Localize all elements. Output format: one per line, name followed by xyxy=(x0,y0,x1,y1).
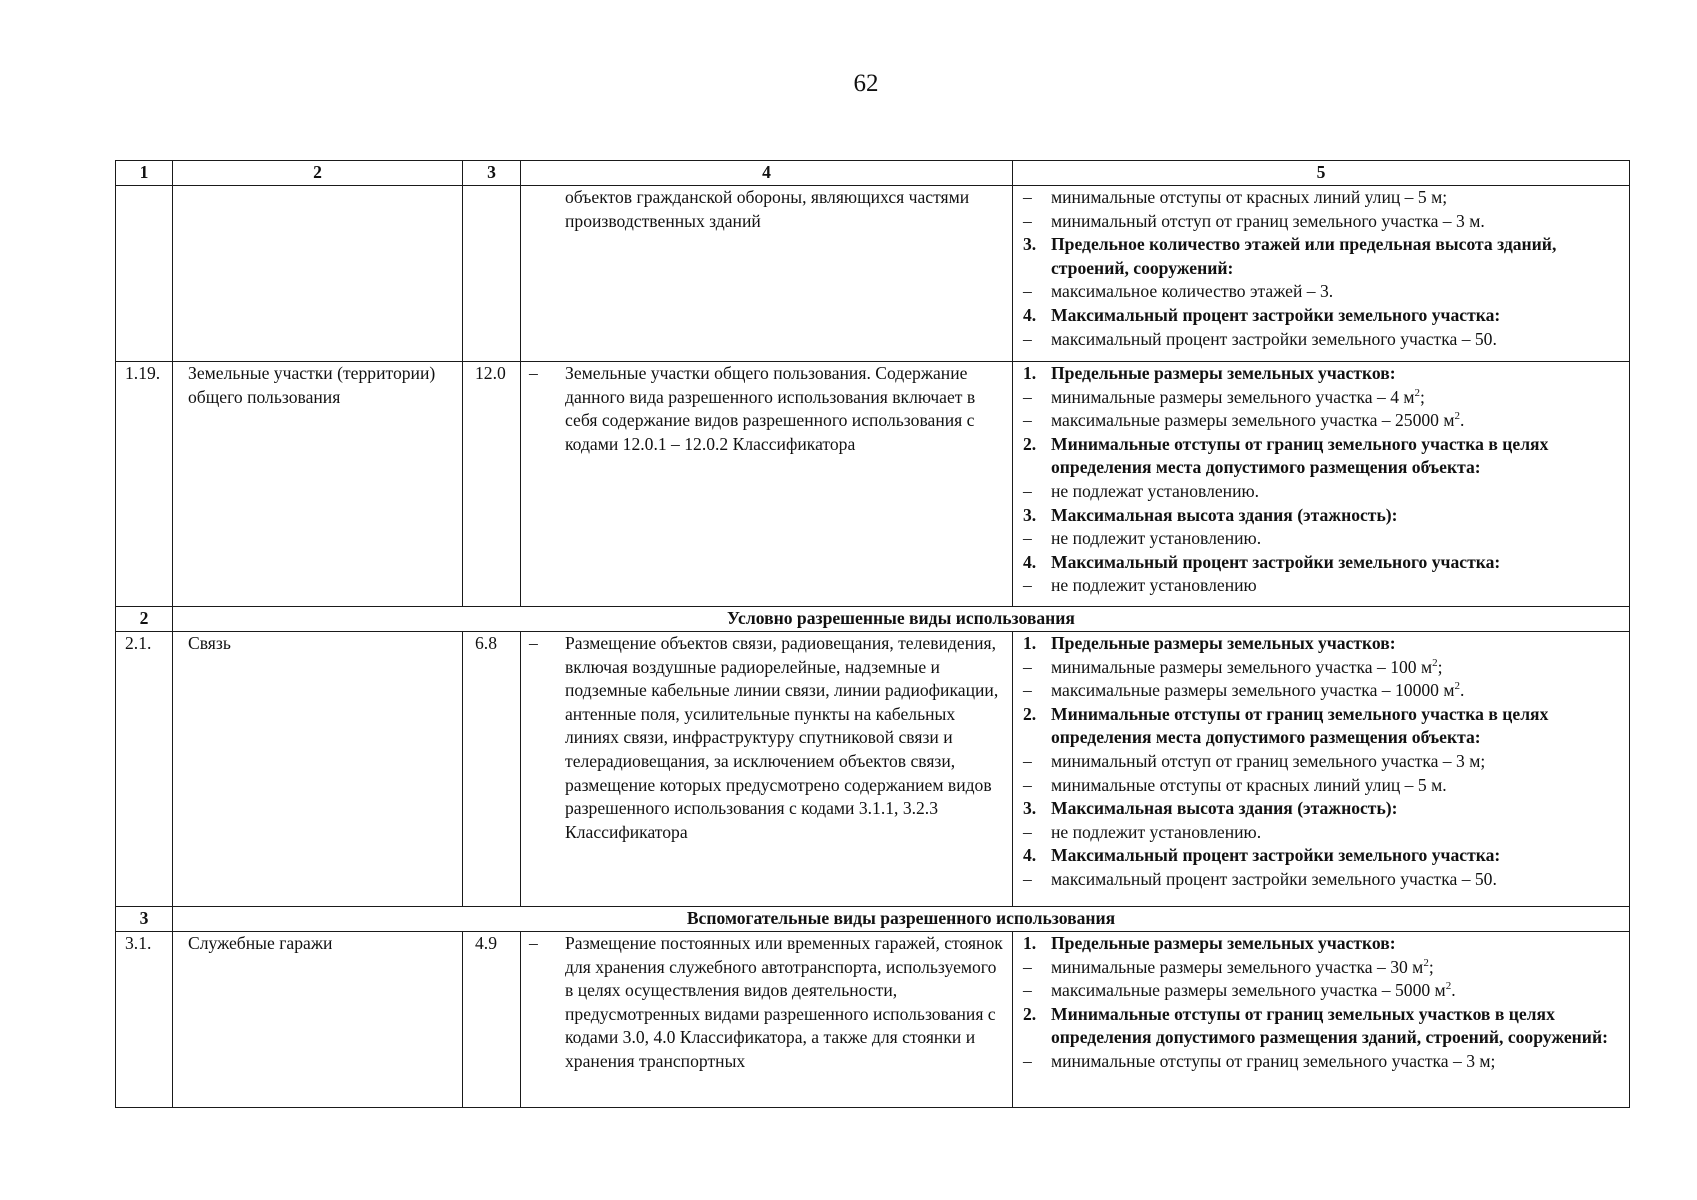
parameter-marker: – xyxy=(1023,187,1032,207)
use-code: 12.0 xyxy=(463,362,521,607)
parameter-marker: – xyxy=(1023,210,1032,231)
parameter-text xyxy=(1051,821,1625,845)
parameter-item xyxy=(1023,1050,1625,1074)
parameter-item xyxy=(1023,868,1625,892)
parameter-text-tail: . xyxy=(1451,980,1456,1001)
parameter-text xyxy=(1051,409,1625,433)
parameter-marker: 3. xyxy=(1023,504,1037,525)
parameter-text xyxy=(1051,186,1625,210)
parameter-text xyxy=(1051,574,1625,598)
col-header-5: 5 xyxy=(1013,161,1630,186)
parameter-heading xyxy=(1023,932,1625,956)
description-text: Размещение постоянных или временных гаражей, стоянок для хранения служебного автотранспорта, используемого в целях осуществления видов деятельности, предусмотренных видами разрешенного использования с кодами 3.0, 4.0 Классификатора, а также для стоянки и хранения транспортных xyxy=(565,933,1003,1071)
parameter-text xyxy=(1051,233,1625,280)
parameter-text-body: Предельные размеры земельных участков: xyxy=(1051,363,1396,383)
superscript-unit: 2 xyxy=(1454,680,1460,693)
table-row xyxy=(116,362,1630,607)
table-body xyxy=(116,186,1630,1108)
parameter-marker: 2. xyxy=(1023,1003,1037,1024)
table-row xyxy=(116,632,1630,907)
parameter-item xyxy=(1023,280,1625,304)
parameter-text xyxy=(1051,632,1625,656)
parameters-cell xyxy=(1013,186,1630,362)
parameter-text-body: минимальные отступы от границ земельного участка – 3 м; xyxy=(1051,1050,1496,1071)
superscript-unit: 2 xyxy=(1423,956,1429,969)
use-type-name: Связь xyxy=(173,632,463,907)
parameter-item xyxy=(1023,386,1625,410)
description-text: Земельные участки общего пользования. Содержание данного вида разрешенного использования включает в себя содержание видов разрешенного использования с кодами 12.0.1 – 12.0.2 Классификатора xyxy=(565,363,976,454)
parameter-heading xyxy=(1023,362,1625,386)
parameter-text xyxy=(1051,797,1625,821)
parameter-item xyxy=(1023,774,1625,798)
parameter-text xyxy=(1051,551,1625,575)
parameter-marker: – xyxy=(1023,980,1032,1001)
parameter-marker: 1. xyxy=(1023,933,1037,953)
superscript-unit: 2 xyxy=(1445,980,1452,993)
parameter-text-body: не подлежит установлению xyxy=(1051,575,1257,596)
parameter-text xyxy=(1051,328,1625,352)
parameter-text-body: Минимальные отступы от границ земельного участка в целях определения места допустимого размещения объекта: xyxy=(1051,703,1549,748)
parameter-heading xyxy=(1023,844,1625,868)
superscript-unit: 2 xyxy=(1454,410,1460,423)
parameter-text xyxy=(1051,480,1625,504)
parameter-text-body: минимальный отступ от границ земельного участка – 3 м; xyxy=(1051,750,1486,771)
parameter-text xyxy=(1051,527,1625,551)
parameter-text-tail: ; xyxy=(1428,956,1434,977)
parameter-text xyxy=(1051,703,1625,750)
parameter-marker: – xyxy=(1023,281,1032,302)
parameter-item xyxy=(1023,750,1625,774)
use-type-name xyxy=(173,186,463,362)
parameter-text xyxy=(1051,1050,1625,1074)
parameter-text-body: не подлежит установлению. xyxy=(1051,821,1262,842)
description-text: Размещение объектов связи, радиовещания, телевидения, включая воздушные радиорелейные, надземные и подземные кабельные линии связи, линии радиофикации, антенные поля, усилительные пункты на кабельных линиях связи, инфраструктуру спутниковой связи и телерадиовещания, за исключением объектов связи, размещение которых предусмотрено содержанием видов разрешенного использования с кодами 3.1.1, 3.2.3 Классификатора xyxy=(565,633,999,842)
parameter-text-body: Минимальные отступы от границ земельных участков в целях определения допустимого размещения зданий, строений, сооружений: xyxy=(1051,1003,1608,1048)
parameter-text-body: Максимальный процент застройки земельного участка: xyxy=(1051,551,1501,572)
parameter-marker: – xyxy=(1023,528,1032,549)
parameter-text xyxy=(1051,679,1625,703)
parameter-text xyxy=(1051,750,1625,774)
row-number: 2.1. xyxy=(116,632,173,907)
parameter-item xyxy=(1023,480,1625,504)
parameter-marker: 4. xyxy=(1023,551,1037,572)
col-header-2: 2 xyxy=(173,161,463,186)
parameter-item xyxy=(1023,821,1625,845)
description-text: объектов гражданской обороны, являющихся частями производственных зданий xyxy=(565,187,970,231)
parameter-text-body: Минимальные отступы от границ земельного участка в целях определения места допустимого размещения объекта: xyxy=(1051,433,1549,478)
superscript-unit: 2 xyxy=(1432,656,1438,669)
parameter-text-body: Предельные размеры земельных участков: xyxy=(1051,933,1396,953)
parameter-text-body: Максимальная высота здания (этажность): xyxy=(1051,798,1398,819)
parameter-text xyxy=(1051,210,1625,234)
parameter-item xyxy=(1023,679,1625,703)
parameter-text-body: максимальный процент застройки земельного участка – 50. xyxy=(1051,328,1497,349)
use-description xyxy=(521,186,1013,362)
parameter-text-body: Предельное количество этажей или предельная высота зданий, строений, сооружений: xyxy=(1051,234,1557,278)
parameters-cell xyxy=(1013,932,1630,1108)
parameter-text-body: максимальные размеры земельного участка – 5000 м xyxy=(1051,980,1446,1001)
parameter-marker: – xyxy=(1023,328,1032,349)
parameter-text xyxy=(1051,844,1625,868)
parameter-text-body: не подлежат установлению. xyxy=(1051,480,1260,501)
parameter-text-body: Предельные размеры земельных участков: xyxy=(1051,633,1396,653)
parameter-text xyxy=(1051,386,1625,410)
parameter-marker: – xyxy=(1023,410,1032,431)
parameter-text xyxy=(1051,280,1625,304)
parameter-marker: – xyxy=(1023,480,1032,501)
parameter-text-body: Максимальный процент застройки земельного участка: xyxy=(1051,845,1501,866)
use-type-name: Служебные гаражи xyxy=(173,932,463,1108)
parameter-text xyxy=(1051,979,1625,1003)
parameter-text-body: Максимальная высота здания (этажность): xyxy=(1051,504,1398,525)
parameter-marker: – xyxy=(1023,575,1032,596)
parameter-text-tail: ; xyxy=(1437,656,1443,677)
table-header-row xyxy=(116,161,1630,186)
parameter-text-body: максимальный процент застройки земельного участка – 50. xyxy=(1051,868,1497,889)
table-row xyxy=(116,932,1630,1108)
parameter-heading xyxy=(1023,504,1625,528)
parameter-item xyxy=(1023,527,1625,551)
parameter-marker: – xyxy=(1023,656,1032,677)
description-dash: – xyxy=(529,633,538,653)
row-number xyxy=(116,186,173,362)
parameters-cell xyxy=(1013,362,1630,607)
parameter-text-tail: ; xyxy=(1420,386,1425,407)
parameter-text-body: Максимальный процент застройки земельного участка: xyxy=(1051,304,1501,325)
parameter-text-tail: . xyxy=(1460,680,1465,701)
table-row xyxy=(116,186,1630,362)
parameter-marker: – xyxy=(1023,956,1032,977)
parameter-text xyxy=(1051,932,1625,956)
row-number: 1.19. xyxy=(116,362,173,607)
parameter-text xyxy=(1051,362,1625,386)
parameter-marker: 2. xyxy=(1023,433,1037,454)
parameter-text xyxy=(1051,304,1625,328)
parameter-heading xyxy=(1023,703,1625,750)
parameter-text-body: не подлежит установлению. xyxy=(1051,528,1262,549)
col-header-3: 3 xyxy=(463,161,521,186)
parameter-text-body: максимальное количество этажей – 3. xyxy=(1051,281,1334,302)
parameter-marker: – xyxy=(1023,868,1032,889)
parameter-item xyxy=(1023,574,1625,598)
parameter-marker: – xyxy=(1023,774,1032,795)
parameter-marker: – xyxy=(1023,1050,1032,1071)
page-number: 62 xyxy=(853,70,879,97)
parameter-item xyxy=(1023,186,1625,210)
parameter-text-body: максимальные размеры земельного участка – 25000 м xyxy=(1051,410,1455,431)
section-row xyxy=(116,907,1630,932)
use-description xyxy=(521,362,1013,607)
parameter-text-body: минимальные отступы от красных линий улиц – 5 м. xyxy=(1051,774,1447,795)
parameter-marker: 3. xyxy=(1023,234,1037,255)
use-type-name: Земельные участки (территории) общего пользования xyxy=(173,362,463,607)
parameter-text-body: минимальные размеры земельного участка – 100 м xyxy=(1051,656,1433,677)
description-dash: – xyxy=(529,933,538,953)
parameter-marker: – xyxy=(1023,386,1032,407)
zoning-table xyxy=(115,160,1630,1108)
parameter-item xyxy=(1023,656,1625,680)
parameter-marker: 4. xyxy=(1023,304,1037,325)
parameter-item xyxy=(1023,328,1625,352)
parameter-marker: 2. xyxy=(1023,703,1037,724)
parameter-text-tail: . xyxy=(1460,410,1465,431)
section-number: 2 xyxy=(116,607,173,632)
row-number: 3.1. xyxy=(116,932,173,1108)
use-code xyxy=(463,186,521,362)
use-code: 4.9 xyxy=(463,932,521,1108)
parameter-item xyxy=(1023,956,1625,980)
parameter-text-body: максимальные размеры земельного участка – 10000 м xyxy=(1051,680,1455,701)
col-header-4: 4 xyxy=(521,161,1013,186)
parameter-text xyxy=(1051,956,1625,980)
parameter-marker: – xyxy=(1023,821,1032,842)
section-row xyxy=(116,607,1630,632)
parameter-heading xyxy=(1023,433,1625,480)
parameter-text xyxy=(1051,656,1625,680)
parameter-item xyxy=(1023,210,1625,234)
parameter-text-body: минимальные размеры земельного участка – 4 м xyxy=(1051,386,1415,407)
parameter-marker: 1. xyxy=(1023,363,1037,383)
parameter-marker: – xyxy=(1023,750,1032,771)
superscript-unit: 2 xyxy=(1414,386,1421,399)
parameter-marker: 3. xyxy=(1023,798,1037,819)
use-description xyxy=(521,632,1013,907)
parameter-text xyxy=(1051,868,1625,892)
parameter-heading xyxy=(1023,233,1625,280)
parameter-marker: 1. xyxy=(1023,633,1037,653)
col-header-1: 1 xyxy=(116,161,173,186)
parameter-heading xyxy=(1023,304,1625,328)
use-code: 6.8 xyxy=(463,632,521,907)
section-title: Вспомогательные виды разрешенного использования xyxy=(173,907,1630,932)
parameter-text xyxy=(1051,1003,1625,1050)
parameter-heading xyxy=(1023,551,1625,575)
parameter-item xyxy=(1023,979,1625,1003)
parameter-heading xyxy=(1023,797,1625,821)
parameter-text-body: минимальные отступы от красных линий улиц – 5 м; xyxy=(1051,187,1448,207)
parameter-text-body: минимальные размеры земельного участка – 30 м xyxy=(1051,956,1424,977)
parameter-text xyxy=(1051,433,1625,480)
parameter-heading xyxy=(1023,632,1625,656)
parameters-cell xyxy=(1013,632,1630,907)
section-title: Условно разрешенные виды использования xyxy=(173,607,1630,632)
description-dash: – xyxy=(529,363,538,383)
parameter-item xyxy=(1023,409,1625,433)
section-number: 3 xyxy=(116,907,173,932)
parameter-marker: 4. xyxy=(1023,845,1037,866)
parameter-text-body: минимальный отступ от границ земельного участка – 3 м. xyxy=(1051,210,1485,231)
use-description xyxy=(521,932,1013,1108)
parameter-text xyxy=(1051,774,1625,798)
parameter-marker: – xyxy=(1023,680,1032,701)
parameter-heading xyxy=(1023,1003,1625,1050)
parameter-text xyxy=(1051,504,1625,528)
